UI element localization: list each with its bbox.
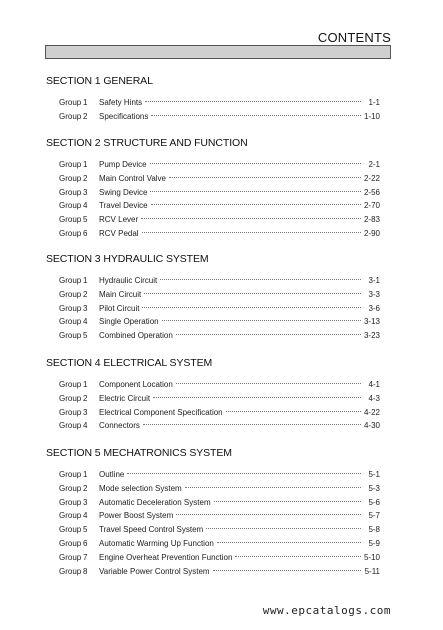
entry-title: Power Boost System: [99, 511, 174, 521]
section-heading: SECTION 5 MECHATRONICS SYSTEM: [46, 447, 232, 459]
toc-entry[interactable]: [59, 186, 392, 200]
entry-group-number: 2: [83, 111, 88, 121]
entry-group-label: Group: [59, 470, 82, 479]
dot-leader: [169, 177, 361, 178]
entry-page-number: 5-9: [368, 538, 380, 548]
entry-title: Combined Operation: [99, 331, 173, 341]
toc-section: [46, 446, 392, 578]
entry-page-number: 4-1: [368, 380, 380, 389]
entry-page-number: 1-1: [368, 98, 380, 107]
entry-group-label: Group: [59, 421, 82, 431]
entry-group-label: Group: [59, 201, 82, 211]
entry-group-number: 4: [83, 511, 88, 521]
entry-title: Travel Speed Control System: [99, 525, 204, 535]
dot-leader: [176, 334, 361, 335]
toc-entry[interactable]: [59, 378, 392, 392]
entry-group-number: 6: [83, 538, 88, 548]
entry-group-label: Group: [59, 187, 82, 197]
dot-leader: [206, 528, 361, 529]
entry-page-number: 4-30: [363, 421, 380, 431]
toc-entry[interactable]: [59, 509, 392, 523]
entry-title: Specifications: [99, 111, 149, 121]
entry-group-number: 4: [83, 201, 88, 211]
dot-leader: [142, 232, 361, 233]
dot-leader: [144, 293, 361, 294]
toc-entry[interactable]: [59, 213, 392, 227]
entry-title: Automatic Deceleration System: [99, 497, 211, 507]
entry-page-number: 2-90: [363, 228, 380, 238]
entry-group-label: Group: [59, 511, 82, 521]
watermark-url: www.epcatalogs.com: [262, 604, 391, 617]
entry-title: Outline: [99, 470, 125, 479]
toc-section: [46, 136, 392, 241]
entry-title: Travel Device: [99, 201, 148, 211]
entry-title: Mode selection System: [99, 483, 182, 493]
dot-leader: [145, 101, 361, 102]
toc-entry[interactable]: [59, 199, 392, 213]
toc-entry[interactable]: [59, 392, 392, 406]
toc-entry[interactable]: [59, 288, 392, 302]
section-heading: SECTION 1 GENERAL: [46, 75, 153, 87]
entry-page-number: 5-11: [364, 566, 380, 576]
entry-group-number: 1: [83, 470, 88, 479]
dot-leader: [185, 487, 361, 488]
toc-entry[interactable]: [59, 551, 392, 565]
entry-title: Component Location: [99, 380, 173, 389]
toc-entry[interactable]: [59, 468, 392, 482]
entry-page-number: 2-1: [368, 160, 380, 169]
entry-group-label: Group: [59, 525, 82, 535]
entry-group-label: Group: [59, 393, 82, 403]
entry-group-number: 5: [83, 215, 88, 225]
dot-leader: [214, 501, 361, 502]
toc-entry[interactable]: [59, 227, 392, 241]
entry-group-number: 1: [83, 276, 88, 285]
entry-page-number: 5-7: [368, 511, 380, 521]
entry-group-number: 1: [83, 98, 88, 107]
dot-leader: [151, 115, 361, 116]
toc-entry[interactable]: [59, 419, 392, 433]
toc-entry[interactable]: [59, 274, 392, 288]
dot-leader: [176, 514, 361, 515]
entry-title: RCV Lever: [99, 215, 139, 225]
entry-group-label: Group: [59, 111, 82, 121]
dot-leader: [235, 556, 361, 557]
entry-group-label: Group: [59, 303, 82, 313]
entry-page-number: 4-3: [368, 393, 380, 403]
dot-leader: [160, 279, 361, 280]
entry-title: Main Circuit: [99, 289, 142, 299]
entry-page-number: 5-1: [368, 470, 380, 479]
entry-title: RCV Pedal: [99, 228, 139, 238]
entry-group-label: Group: [59, 566, 82, 576]
entry-group-label: Group: [59, 228, 82, 238]
entry-title: Electrical Component Specification: [99, 407, 223, 417]
entry-group-number: 2: [83, 289, 88, 299]
toc-entry[interactable]: [59, 315, 392, 329]
entry-group-number: 2: [83, 483, 88, 493]
entry-group-label: Group: [59, 289, 82, 299]
entry-title: Connectors: [99, 421, 140, 431]
dot-leader: [153, 397, 361, 398]
entry-title: Electric Circuit: [99, 393, 151, 403]
entry-group-number: 3: [83, 187, 88, 197]
toc-entry[interactable]: [59, 172, 392, 186]
entry-page-number: 2-22: [363, 173, 380, 183]
toc-entry[interactable]: [59, 537, 392, 551]
entry-title: Automatic Warming Up Function: [99, 538, 214, 548]
entry-group-label: Group: [59, 215, 82, 225]
section-heading: SECTION 4 ELECTRICAL SYSTEM: [46, 357, 213, 369]
dot-leader: [226, 411, 361, 412]
entry-page-number: 5-6: [368, 497, 380, 507]
dot-leader: [162, 320, 361, 321]
toc-section: [46, 356, 392, 433]
entry-group-number: 5: [83, 525, 88, 535]
entry-group-number: 2: [83, 393, 88, 403]
entry-page-number: 4-22: [363, 407, 380, 417]
dot-leader: [176, 383, 361, 384]
entry-group-number: 3: [83, 303, 88, 313]
entry-title: Engine Overheat Prevention Function: [99, 552, 233, 562]
toc-entry[interactable]: [59, 523, 392, 537]
entry-group-number: 5: [83, 331, 88, 341]
entry-page-number: 2-83: [363, 215, 380, 225]
page-title: CONTENTS: [317, 30, 391, 45]
entry-title: Swing Device: [99, 187, 148, 197]
dot-leader: [217, 542, 361, 543]
entry-title: Safety Hints: [99, 98, 143, 107]
entry-group-label: Group: [59, 380, 82, 389]
entry-group-label: Group: [59, 483, 82, 493]
toc-entry[interactable]: [59, 496, 392, 510]
dot-leader: [141, 218, 361, 219]
entry-group-number: 4: [83, 421, 88, 431]
toc-entry[interactable]: [59, 406, 392, 420]
entry-title: Variable Power Control System: [99, 566, 210, 576]
entry-group-label: Group: [59, 160, 82, 169]
toc-entry[interactable]: [59, 565, 392, 579]
entry-group-label: Group: [59, 317, 82, 327]
entry-group-label: Group: [59, 173, 82, 183]
entry-page-number: 5-8: [368, 525, 380, 535]
entry-group-label: Group: [59, 98, 82, 107]
entry-title: Pilot Circuit: [99, 303, 140, 313]
entry-group-label: Group: [59, 497, 82, 507]
entry-page-number: 3-23: [363, 331, 380, 341]
entry-group-number: 1: [83, 160, 88, 169]
entry-group-label: Group: [59, 331, 82, 341]
entry-group-label: Group: [59, 552, 82, 562]
entry-group-number: 4: [83, 317, 88, 327]
entry-page-number: 5-3: [368, 483, 380, 493]
entry-group-number: 3: [83, 497, 88, 507]
toc-entry[interactable]: [59, 482, 392, 496]
toc-entry[interactable]: [59, 158, 392, 172]
dot-leader: [127, 473, 361, 474]
dot-leader: [150, 163, 361, 164]
dot-leader: [142, 307, 361, 308]
entry-page-number: 5-10: [363, 552, 380, 562]
entry-group-number: 7: [83, 552, 88, 562]
toc-section: [46, 252, 392, 343]
entry-group-label: Group: [59, 276, 82, 285]
entry-group-number: 8: [83, 566, 88, 576]
toc-entry[interactable]: [59, 329, 392, 343]
entry-page-number: 3-6: [368, 303, 380, 313]
entry-group-number: 2: [83, 173, 88, 183]
entry-page-number: 2-56: [363, 187, 380, 197]
dot-leader: [151, 204, 361, 205]
title-bar: [45, 45, 391, 59]
dot-leader: [150, 191, 361, 192]
section-heading: SECTION 2 STRUCTURE AND FUNCTION: [46, 137, 248, 149]
entry-page-number: 1-10: [363, 111, 380, 121]
entry-group-number: 3: [83, 407, 88, 417]
entry-title: Pump Device: [99, 160, 147, 169]
entry-title: Main Control Valve: [99, 173, 166, 183]
entry-page-number: 3-13: [363, 317, 380, 327]
entry-page-number: 3-3: [368, 289, 380, 299]
entry-group-number: 1: [83, 380, 88, 389]
entry-group-label: Group: [59, 538, 82, 548]
dot-leader: [213, 570, 361, 571]
toc-entry[interactable]: [59, 302, 392, 316]
entry-title: Hydraulic Circuit: [99, 276, 158, 285]
toc-section: [46, 74, 392, 124]
toc-entry[interactable]: [59, 96, 392, 110]
entry-title: Single Operation: [99, 317, 159, 327]
entry-page-number: 3-1: [368, 276, 380, 285]
entry-page-number: 2-70: [363, 201, 380, 211]
dot-leader: [143, 424, 361, 425]
entry-group-label: Group: [59, 407, 82, 417]
section-heading: SECTION 3 HYDRAULIC SYSTEM: [46, 253, 209, 265]
entry-group-number: 6: [83, 228, 88, 238]
toc-entry[interactable]: [59, 110, 392, 124]
